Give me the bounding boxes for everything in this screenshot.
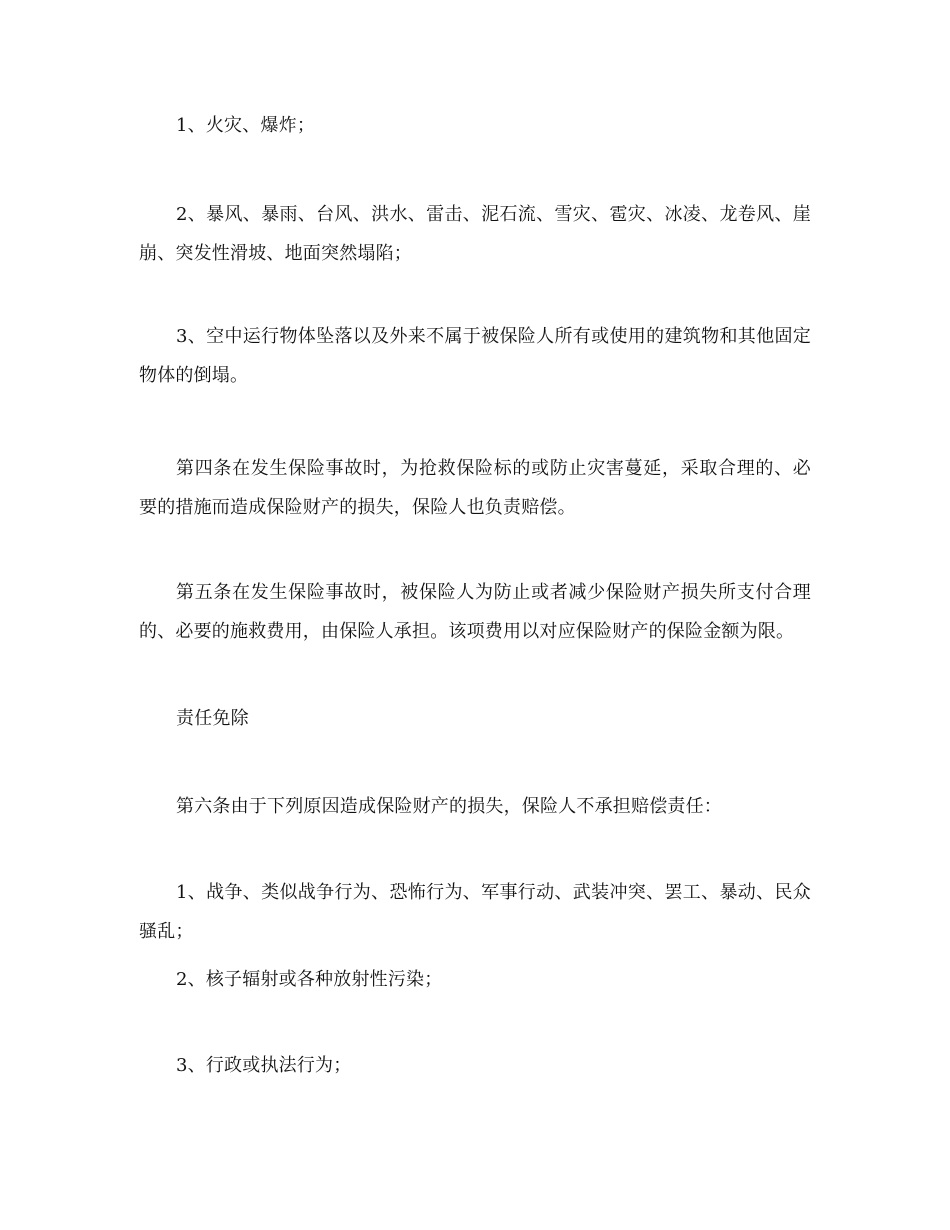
item-falling-objects: 3、空中运行物体坠落以及外来不属于被保险人所有或使用的建筑物和其他固定物体的倒塌。 [139, 326, 811, 386]
exclusion-item-radiation: 2、核子辐射或各种放射性污染； [176, 969, 443, 990]
exclusion-item-war: 1、战争、类似战争行为、恐怖行为、军事行动、武装冲突、罢工、暴动、民众骚乱； [139, 882, 811, 942]
article-6: 第六条由于下列原因造成保险财产的损失，保险人不承担赔偿责任： [176, 796, 722, 817]
item-natural-disasters: 2、暴风、暴雨、台风、洪水、雷击、泥石流、雪灾、雹灾、冰凌、龙卷风、崖崩、突发性滑坡、地面突然塌陷； [139, 204, 811, 264]
item-fire-explosion: 1、火灾、爆炸； [176, 115, 316, 136]
article-4: 第四条在发生保险事故时，为抢救保险标的或防止灾害蔓延，采取合理的、必要的措施而造成保险财产的损失，保险人也负责赔偿。 [139, 458, 811, 518]
exclusion-item-administrative: 3、行政或执法行为； [176, 1055, 352, 1076]
section-heading-exclusions: 责任免除 [176, 708, 249, 729]
article-5: 第五条在发生保险事故时，被保险人为防止或者减少保险财产损失所支付合理的、必要的施救费用，由保险人承担。该项费用以对应保险财产的保险金额为限。 [139, 582, 811, 642]
